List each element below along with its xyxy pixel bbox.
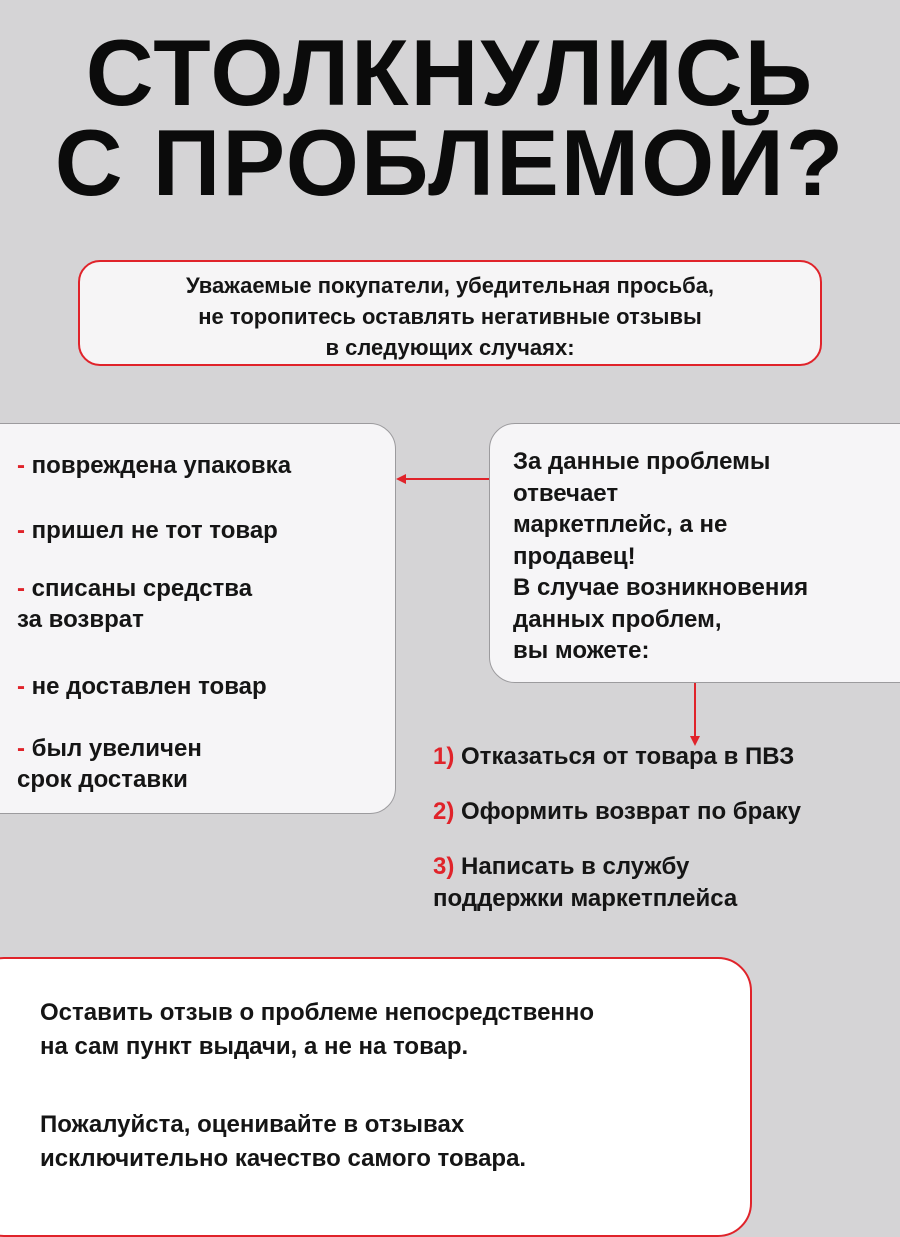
arrow-down-icon — [690, 683, 700, 746]
marketplace-note-line: маркетплейс, а не — [513, 511, 728, 538]
problem-text: был увеличен — [31, 735, 202, 762]
notice-line-3: в следующих случаях: — [325, 335, 575, 360]
option-text-continued: поддержки маркетплейса — [433, 885, 738, 912]
problem-text: списаны средства — [31, 575, 253, 602]
option-number: 2) — [433, 798, 455, 825]
problem-dash: - — [17, 517, 25, 544]
option-text: Оформить возврат по браку — [461, 798, 801, 825]
problem-text: не доставлен товар — [31, 673, 267, 700]
option-text: Отказаться от товара в ПВЗ — [461, 743, 795, 770]
option-item — [433, 741, 794, 773]
option-number: 3) — [433, 853, 455, 880]
problem-text-continued: срок доставки — [17, 766, 188, 793]
title-line-1: СТОЛКНУЛИСЬ — [85, 20, 815, 125]
marketplace-note-line: продавец! — [513, 542, 636, 570]
option-number: 1) — [433, 743, 455, 770]
marketplace-note-line: отвечает — [513, 479, 619, 507]
notice-line-1: Уважаемые покупатели, убедительная просьба, — [185, 273, 715, 298]
title-line-2: С ПРОБЛЕМОЙ? — [54, 110, 846, 215]
arrow-left-icon — [396, 474, 489, 484]
problem-text: пришел не тот товар — [31, 517, 278, 544]
marketplace-note-line: В случае возникновения — [513, 574, 809, 601]
problem-text-continued: за возврат — [17, 606, 144, 633]
marketplace-note-line: За данные проблемы — [513, 448, 771, 475]
advice-line: Пожалуйста, оценивайте в отзывах — [40, 1111, 465, 1138]
option-text: Написать в службу — [461, 853, 690, 880]
advice-line: Оставить отзыв о проблеме непосредственно — [40, 999, 595, 1026]
bottom-advice-card — [0, 957, 752, 1237]
problem-dash: - — [17, 735, 25, 762]
option-item — [433, 796, 801, 828]
option-item — [433, 851, 737, 915]
advice-line: на сам пункт выдачи, а не на товар. — [40, 1033, 469, 1060]
problem-dash: - — [17, 575, 25, 602]
marketplace-note-line: вы можете: — [513, 637, 650, 664]
notice-line-2: не торопитесь оставлять негативные отзывы — [198, 304, 702, 329]
marketplace-note-line: данных проблем, — [513, 605, 722, 633]
problem-text: повреждена упаковка — [31, 452, 292, 479]
problem-dash: - — [17, 673, 25, 700]
advice-line: исключительно качество самого товара. — [40, 1145, 527, 1172]
problem-dash: - — [17, 452, 25, 479]
